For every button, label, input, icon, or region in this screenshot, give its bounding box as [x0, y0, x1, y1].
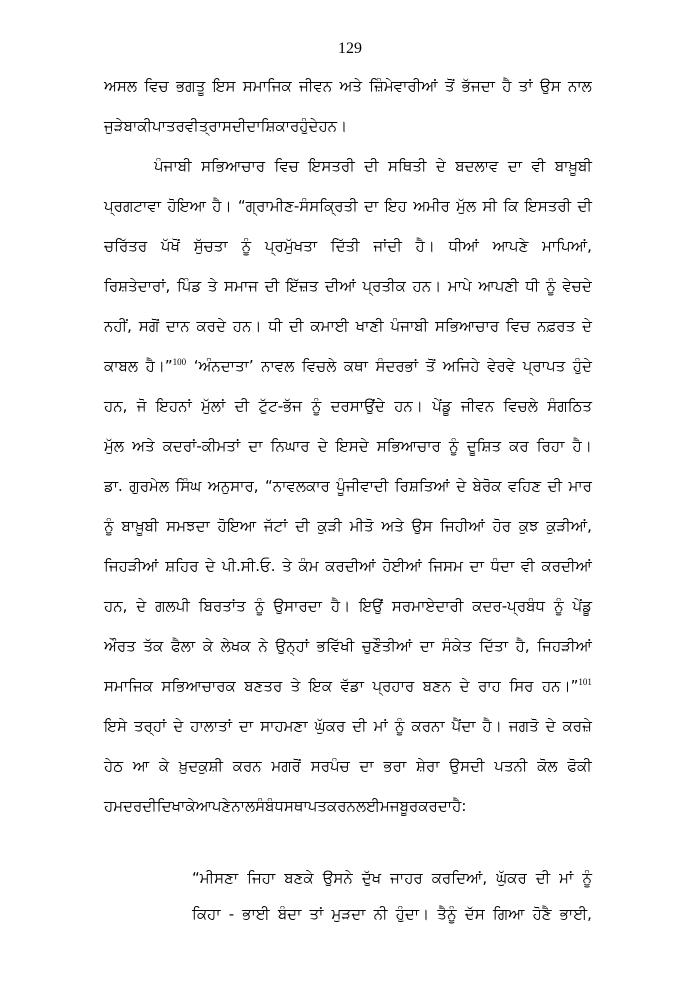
word: ਕਰ — [509, 437, 529, 455]
word: ਖਾਣੀ — [355, 317, 384, 335]
paragraph-2-line — [104, 706, 592, 746]
word: ਧੀ — [268, 317, 283, 335]
word: ਹੈ — [452, 797, 462, 815]
word: ਸੰਬੰਧ — [255, 797, 284, 815]
word: ਆਪਣੀ — [478, 277, 519, 295]
word: ਚੁਣੌਤੀਆਂ — [361, 637, 413, 655]
word: ਜਿਸਮ — [428, 557, 463, 575]
word: ਨੂੰ — [582, 869, 592, 887]
word: ਸ਼ੇਰਾ — [415, 757, 440, 775]
word: ਕੇ — [202, 637, 214, 655]
word: ਜਾਹਰ — [390, 869, 423, 887]
block-quote-line — [192, 860, 592, 896]
word: ਪੇਂਡੂ — [432, 397, 452, 415]
word: ਦੀ — [364, 157, 379, 175]
word: ਪੰਜਾਬੀ — [390, 317, 429, 335]
word: ਹਨ। — [318, 117, 348, 135]
word: ਮਜਬੂਰ — [380, 797, 419, 815]
word: ਕਿ — [503, 197, 519, 215]
word: ਸੰਦਰਭਾਂ — [375, 357, 419, 375]
word: ਵੇਰਵੇ — [487, 357, 516, 375]
word: ਤੋਂ — [425, 357, 436, 375]
word: ਭਾਈ — [242, 905, 270, 923]
word: ਦਾ — [507, 157, 523, 175]
paragraph-1-line — [104, 66, 592, 106]
paragraph-2-line — [104, 586, 592, 626]
word: ਪ੍ਰਾਪਤ — [522, 357, 566, 375]
word: ਨਾਵਲ — [261, 357, 295, 375]
word: ਸਾਹਮਣਾ — [260, 717, 308, 735]
word: ਖ਼ੁਦਕੁਸ਼ੀ — [178, 757, 224, 775]
word: ਬੰਦਾ — [277, 905, 302, 923]
word: ਨੂੰ — [448, 437, 459, 455]
word: ਦਾਨ — [166, 317, 190, 335]
word: “ਗ੍ਰਾਮੀਣ-ਸੰਸਕ੍ਰਿਤੀ — [237, 197, 358, 215]
word: ਬਣਕੇ — [284, 869, 314, 887]
word: ਫੈਲਾ — [170, 637, 196, 655]
word: ਅਸਲ — [104, 77, 138, 95]
word: ਲਈ — [355, 797, 380, 815]
word: ਨੂੰ — [394, 717, 405, 735]
word: ਦੀ — [234, 397, 250, 415]
word: ਸ਼ਿਕਾਰ — [260, 117, 300, 135]
word: ਸਭਿਆਚਾਰਕ — [161, 677, 236, 695]
word: ਜੱਟਾਂ — [263, 517, 288, 535]
word: ਦੁੱਖ — [361, 869, 382, 887]
word: ਕਰਦੇ — [196, 317, 226, 335]
word: ਜਿਹਾ — [247, 869, 276, 887]
word: ਨੂੰ — [311, 397, 322, 415]
word: ਧੰਦਾ — [490, 557, 515, 575]
word: ਦਿੱਤੀ — [330, 237, 360, 255]
word: ਹਾਲਾਤਾਂ — [190, 717, 233, 735]
word: ਉਨ੍ਹਾਂ — [275, 637, 310, 655]
word: ਵਿਚਲੇ — [503, 397, 538, 415]
word: ਮਗਰੋਂ — [271, 757, 301, 775]
paragraph-2-line — [104, 746, 592, 786]
word: ਡਾ. — [104, 477, 123, 495]
word: ਕੁੜੀ — [317, 517, 342, 535]
block-quote — [192, 860, 592, 932]
word: ਅਤੇ — [339, 77, 362, 95]
word: ਮਾਰ — [568, 477, 592, 495]
word: ‘ਅੰਨਦਾਤਾ’ — [193, 357, 254, 375]
word: ਬਾਖ਼ੂਬੀ — [554, 157, 592, 175]
word: ਨਾਲ — [231, 797, 256, 815]
word: ਮੀਤੋ — [349, 517, 374, 535]
word: ਸਿੰਘ — [175, 477, 202, 495]
word: ਨਿਘਾਰ — [270, 437, 310, 455]
word: “ਨਾਵਲਕਾਰ — [265, 477, 330, 495]
word: ਮੁੜਦਾ — [331, 905, 366, 923]
word: ਦੇ — [136, 597, 147, 615]
word: ਪ੍ਰਤੀਕ — [362, 277, 406, 295]
word: - — [228, 905, 235, 923]
word: ਮਾਪਿਆਂ, — [542, 237, 592, 255]
word: ਜੀਵਨ — [299, 77, 333, 95]
page-number: 129 — [338, 40, 362, 57]
word: ਕਦਰ-ਪ੍ਰਬੰਧ — [472, 597, 545, 615]
word: ਉਸਾਰਦਾ — [273, 597, 322, 615]
word: ਵੀ — [184, 117, 199, 135]
paragraph-2-line — [104, 346, 592, 386]
word: ਕੁਝ — [518, 517, 539, 535]
word: ਸ਼ਹਿਰ — [165, 557, 199, 575]
word: ਸੰਕੇਤ — [441, 637, 472, 655]
word: ਵਿਚ — [505, 317, 531, 335]
word: ਸਭਿਆਚਾਰ — [376, 437, 441, 455]
word: ਕਾਬਲ — [104, 357, 139, 375]
word: ਵੀ — [520, 557, 535, 575]
word: ਔਰਤ — [104, 637, 136, 655]
word: ਪਿੰਡ — [176, 277, 202, 295]
word: ਸਮਝਦਾ — [166, 517, 210, 535]
word: ਹੁੰਦੇ — [299, 117, 319, 135]
word: ਤਾਂ — [518, 77, 533, 95]
word: ਜਾਂਦੀ — [373, 237, 402, 255]
word: ਅਤੇ — [381, 517, 404, 535]
word: ਪੀ.ਸੀ.ਓ. — [221, 557, 276, 575]
word: ਬਿਰਤਾਂਤ — [198, 597, 246, 615]
word: ਜੁੜੇ — [104, 117, 124, 135]
word: ਲੇਖਕ — [220, 637, 251, 655]
word: ਮੁੱਲ — [104, 437, 125, 455]
word: ਨਹੀਂ, — [104, 317, 132, 335]
word: ਇਸਦੇ — [335, 437, 369, 455]
word: ਇਸੇ — [104, 717, 128, 735]
word: ਤੋਂ — [444, 77, 455, 95]
word: ਵੀ — [531, 157, 546, 175]
word: ਸਮਾਜਿਕ — [104, 677, 154, 695]
word: ਦਾ — [248, 437, 263, 455]
word: ਦਾ — [364, 197, 379, 215]
word: ਮੁੱਲਾਂ — [201, 397, 226, 415]
word: ਦਰਸਾਉਂਦੇ — [330, 397, 385, 415]
word: ਦਾ — [419, 637, 435, 655]
paragraph-2-line — [104, 146, 592, 186]
word: ਪ੍ਰਮੁੱਖਤਾ — [264, 237, 318, 255]
block-quote-line — [192, 896, 592, 932]
word: ਹਨ। — [412, 277, 442, 295]
word: ਉਸ — [411, 517, 433, 535]
word: ਜ਼ਿੰਮੇਵਾਰੀਆਂ — [369, 77, 438, 95]
word: ਕਰਦਿਆਂ, — [431, 869, 488, 887]
paragraph-2-line — [104, 226, 592, 266]
word: ਪੂੰਜੀਵਾਦੀ — [336, 477, 389, 495]
word: ਭਵਿੱਖੀ — [316, 637, 355, 655]
word: ਵਹਿਣ — [507, 477, 542, 495]
word: ਹੋਇਆ — [167, 197, 206, 215]
word: ਇਕ — [308, 677, 333, 695]
word: ਸੰਗਠਿਤ — [547, 397, 592, 415]
word: ਭੱਜਦਾ — [461, 77, 495, 95]
body-text — [104, 66, 592, 826]
word: ਨੂੰ — [254, 597, 265, 615]
word: “ਮੀਸਣਾ — [192, 869, 239, 887]
word: ਮੁੱਲ — [456, 197, 477, 215]
word: ਦੀ — [577, 197, 592, 215]
word: ਗਲਪੀ — [155, 597, 190, 615]
word: ਸਮਾਜ — [224, 277, 259, 295]
word: ਹੇਠ — [104, 757, 124, 775]
word: ਕਰਦੀਆਂ — [325, 557, 376, 575]
word: ਕਮਾਈ — [310, 317, 349, 335]
word: ਕੇ — [158, 757, 170, 775]
word: ਇਉਂ — [359, 597, 383, 615]
word: ਹੁੰਦੇ — [572, 357, 592, 375]
word: ਵਿਚ — [144, 77, 169, 95]
word: ਨੀ — [373, 905, 388, 923]
word: ਕਥਾ — [343, 357, 368, 375]
paragraph-2-line — [104, 186, 592, 226]
word: ਤਰ੍ਹਾਂ — [134, 717, 167, 735]
paragraph-2-line — [104, 786, 592, 826]
word: ਮਾਂ — [559, 869, 574, 887]
word: ਬਣਤਰ — [244, 677, 283, 695]
word: ਕਰਨ — [327, 797, 356, 815]
word: ਆ — [132, 757, 150, 775]
word: ਦੀਆਂ — [325, 277, 356, 295]
paragraph-2-line — [104, 426, 592, 466]
word: ਪਾਤਰ — [152, 117, 185, 135]
word: ਬਾਕੀ — [123, 117, 152, 135]
word: ਵਿਚ — [274, 157, 299, 175]
word: ਨਾਲ — [568, 77, 592, 95]
word: ਹੈ। — [415, 237, 435, 255]
word: ਅਤੇ — [132, 437, 155, 455]
word: ਦੇ — [173, 717, 184, 735]
word: ਹੋਈਆਂ — [382, 557, 422, 575]
word: ਦੇ — [545, 717, 556, 735]
word: ਸਭਿਆਚਾਰ — [435, 317, 500, 335]
word: ਹੈ, — [515, 637, 530, 655]
word: ਦਾ — [238, 717, 254, 735]
word: ਅਨੁਸਾਰ, — [207, 477, 259, 495]
word: ਦਾ — [359, 757, 374, 775]
word: ਕੋਲ — [537, 757, 558, 775]
word: ਧੀਆਂ — [448, 237, 479, 255]
word: ਵੱਡਾ — [340, 677, 364, 695]
word: ਘੁੱਕਰ — [496, 869, 527, 887]
word: ਵਿਚਲੇ — [301, 357, 337, 375]
footnote-ref: 100 — [172, 357, 187, 367]
paragraph-1-line — [104, 106, 592, 146]
word: ਰਾਹ — [478, 677, 501, 695]
word: ਟੁੱਟ-ਭੱਜ — [258, 397, 303, 415]
word: ਦੀ — [547, 477, 563, 495]
word: ਹੈ। — [212, 197, 232, 215]
word: ਕਰਦਾ — [418, 797, 453, 815]
word: ਤਾਂ — [309, 905, 324, 923]
word: ਪੱਖੋਂ — [160, 237, 181, 255]
word: ਦੀ — [535, 869, 551, 887]
word: ਸਿਰ — [509, 677, 534, 695]
word: ਹੈ — [502, 77, 512, 95]
word: ਨਫ਼ਰਤ — [537, 317, 576, 335]
word: ਕਰਜ਼ੇ — [562, 717, 592, 735]
paragraph-2-line — [104, 386, 592, 426]
word: ਤੱਕ — [143, 637, 164, 655]
word: ਨੇ — [258, 637, 268, 655]
word: ਨੂੰ — [553, 597, 564, 615]
word: ਰਿਹਾ — [536, 437, 565, 455]
word: ਹੈ। — [330, 597, 351, 615]
word: ਕਿਹਾ — [192, 905, 221, 923]
word: ਕਦਰਾਂ-ਕੀਮਤਾਂ — [162, 437, 241, 455]
word: ਕਰਨ — [232, 757, 262, 775]
word: ਤੈਨੂੰ — [437, 905, 457, 923]
word: ਰਿਸ਼ਤਿਆਂ — [394, 477, 450, 495]
word: ਜਗਤੋ — [508, 717, 539, 735]
word: ਪੈਂਦਾ — [451, 717, 476, 735]
word: ਬਾਖ਼ੂਬੀ — [121, 517, 159, 535]
word: ਪਤਨੀ — [494, 757, 528, 775]
word: ਕਰਦੀਆਂ — [541, 557, 592, 575]
word: ਹੈ।”$^{100}$ — [145, 357, 187, 375]
word: ਦੱਸ — [464, 905, 485, 923]
word: ਗੁਰਮੇਲ — [129, 477, 170, 495]
word: ਦੇ — [582, 317, 592, 335]
word: ਕੰਮ — [298, 557, 319, 575]
word: ਕੁੜੀਆਂ, — [546, 517, 592, 535]
word: ਇਹਨਾਂ — [155, 397, 192, 415]
paragraph-2-line — [104, 546, 592, 586]
word: ਫੋਕੀ — [567, 757, 592, 775]
word: ਸਰਪੰਚ — [310, 757, 350, 775]
paragraph-2-line — [104, 306, 592, 346]
word: ਹਨ।”$^{101}$ — [541, 677, 592, 695]
footnote-ref: 101 — [578, 677, 592, 687]
word: ਇੱਜ਼ਤ — [285, 277, 319, 295]
word: ਇਸਤਰੀ — [524, 197, 572, 215]
word: ਉਸਨੇ — [322, 869, 353, 887]
word: ਦੇ — [459, 677, 470, 695]
word: ਪ੍ਰਹਾਰ — [372, 677, 415, 695]
word: ਤ੍ਰਾਸਦੀ — [198, 117, 247, 135]
word: ਦਾ — [469, 557, 484, 575]
word: ਪੰਜਾਬੀ — [154, 157, 192, 175]
word: ਦੇ — [317, 437, 328, 455]
paragraph-2-line — [104, 266, 592, 306]
word: ਸੁੱਚਤਾ — [193, 237, 228, 255]
paragraph-2-line — [104, 666, 592, 706]
word: ਉਸਦੀ — [449, 757, 485, 775]
word: ਇਸਤਰੀ — [308, 157, 355, 175]
word: ਹੁੰਦਾ। — [395, 905, 430, 923]
word: ਹੋਣੈ — [532, 905, 552, 923]
word: ਪ੍ਰਗਟਾਵਾ — [104, 197, 162, 215]
word: ਬਦਲਾਵ — [455, 157, 499, 175]
word: ਗਿਆ — [492, 905, 525, 923]
word: ਜਿਹੜੀਆਂ — [537, 637, 592, 655]
word: ਹਨ, — [104, 397, 128, 415]
word: ਭਰਾ — [383, 757, 407, 775]
word: ਸਰਮਾਏਦਾਰੀ — [391, 597, 464, 615]
word: ਸਭਿਆਚਾਰ — [201, 157, 266, 175]
word: ਨੂੰ — [545, 277, 556, 295]
word: ਦੂਸ਼ਿਤ — [466, 437, 502, 455]
word: ਆਪਣੇ — [492, 237, 529, 255]
word: ਧੀ — [525, 277, 540, 295]
word: ਚਰਿੱਤਰ — [104, 237, 148, 255]
word: ਪੇਂਡੂ — [572, 597, 592, 615]
word: ਸਗੋਂ — [138, 317, 160, 335]
word: ਦੇ — [205, 557, 216, 575]
word: ਦਿਖਾਕੇ — [156, 797, 196, 815]
word: ਦੀ — [295, 517, 310, 535]
word: ਦਾ — [246, 117, 261, 135]
word: ਉਸ — [539, 77, 561, 95]
word: ਬੇਰੋਕ — [472, 477, 502, 495]
word: ਜਿਹੀਆਂ — [440, 517, 485, 535]
word: ਸਮਾਜਿਕ — [242, 77, 292, 95]
word: ਹੋਇਆ — [217, 517, 257, 535]
word: ਹੋਰ — [492, 517, 512, 535]
paragraph-2-line — [104, 506, 592, 546]
word: ਹਨ। — [232, 317, 262, 335]
word: ਤੇ — [207, 277, 218, 295]
word: ਘੁੱਕਰ — [314, 717, 346, 735]
word: ਨੂੰ — [104, 517, 114, 535]
word: ਦੀ — [289, 317, 304, 335]
word: ਹਨ। — [394, 397, 423, 415]
word: ਦੀ — [264, 277, 280, 295]
word: ਦੇ — [435, 157, 446, 175]
word: ਵੇਚਦੇ — [562, 277, 592, 295]
word: ਸੀ — [482, 197, 497, 215]
word: ਦੇ — [456, 477, 467, 495]
word: ਸਥਿਤੀ — [388, 157, 427, 175]
paragraph-2-line — [104, 466, 592, 506]
word: ਜੀਵਨ — [461, 397, 495, 415]
word: ਭਗਤੂ — [175, 77, 206, 95]
paragraph-2-line — [104, 626, 592, 666]
word: ਹੈ। — [572, 437, 592, 455]
word: ਮਾਂ — [373, 717, 388, 735]
word: : — [461, 797, 467, 815]
word: ਆਪਣੇ — [195, 797, 232, 815]
word: ਭਾਈ, — [559, 905, 592, 923]
word: ਕਰਨਾ — [411, 717, 445, 735]
word: ਦਿੱਤਾ — [479, 637, 508, 655]
word: ਜੋ — [136, 397, 147, 415]
word: ਹਮਦਰਦੀ — [104, 797, 157, 815]
word: ਇਸ — [212, 77, 236, 95]
word: ਨੂੰ — [241, 237, 252, 255]
word: ਇਹ — [384, 197, 407, 215]
word: ਅਮੀਰ — [413, 197, 450, 215]
word: ਮਾਪੇ — [447, 277, 472, 295]
word: ਹਨ, — [104, 597, 128, 615]
word: ਸਥਾਪਤ — [283, 797, 328, 815]
word: ਅਜਿਹੇ — [442, 357, 480, 375]
word: ਤੇ — [282, 557, 292, 575]
word: ਦੀ — [352, 717, 367, 735]
word: ਹੈ। — [482, 717, 502, 735]
word: ਜਿਹੜੀਆਂ — [104, 557, 159, 575]
word: ਰਿਸ਼ਤੇਦਾਰਾਂ, — [104, 277, 171, 295]
word: ਤੇ — [290, 677, 301, 695]
word: ਬਣਨ — [422, 677, 452, 695]
